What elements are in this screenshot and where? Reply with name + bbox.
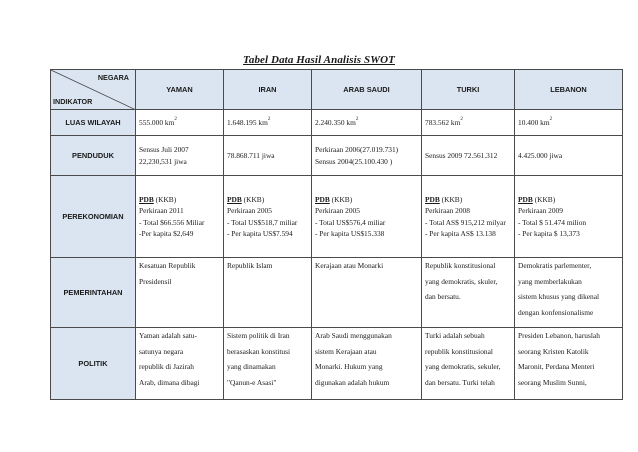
- cell-ekonomi-yaman: PDB (KKB) Perkiraan 2011 - Total $66.556 Miliar -Per kapita $2,649: [136, 176, 224, 258]
- cell-ekonomi-lebanon: PDB (KKB) Perkiraan 2009 - Total $ 51.474 milion - Per kapita $ 13,373: [515, 176, 623, 258]
- cell-politik-lebanon: Presiden Lebanon, haruslah seorang Kristen Katolik Maronit, Perdana Menteri seorang Muslim Sunni,: [515, 328, 623, 400]
- row-perekonomian: [51, 176, 623, 258]
- table-title: Tabel Data Hasil Analisis SWOT: [243, 54, 395, 66]
- cell-luas-yaman: 555.000 $km^2$: [136, 110, 224, 136]
- row-luas-wilayah: [51, 110, 623, 136]
- cell-penduduk-lebanon: 4.425.000 jiwa: [515, 136, 623, 176]
- cell-politik-arab-saudi: Arab Saudi menggunakan sistem Kerajaan atau Monarki. Hukum yang digunakan adalah hukum: [312, 328, 422, 400]
- country-header-lebanon: LEBANON: [515, 70, 623, 110]
- cell-politik-yaman: Yaman adalah satu- satunya negara republik di Jazirah Arab, dimana dibagi: [136, 328, 224, 400]
- country-header-iran: IRAN: [224, 70, 312, 110]
- negara-label: NEGARA: [97, 73, 129, 82]
- row-label-luas: LUAS WILAYAH: [51, 110, 136, 136]
- cell-ekonomi-turki: PDB (KKB) Perkiraan 2008 - Total AS$ 915,212 milyar - Per kapita AS$ 13.138: [422, 176, 515, 258]
- cell-penduduk-turki: Sensus 2009 72.561.312: [422, 136, 515, 176]
- row-label-politik: POLITIK: [51, 328, 136, 400]
- cell-luas-turki: 783.562 $km^2$: [422, 110, 515, 136]
- cell-luas-arab-saudi: 2.240.350 $km^2$: [312, 110, 422, 136]
- corner-cell: [51, 70, 136, 110]
- row-politik: [51, 328, 623, 400]
- swot-table: [50, 69, 623, 400]
- cell-pemerintahan-yaman: Kesatuan Republik Presidensil: [136, 258, 224, 328]
- country-header-arab-saudi: ARAB SAUDI: [312, 70, 422, 110]
- row-label-pemerintahan: PEMERINTAHAN: [51, 258, 136, 328]
- header-row: [51, 70, 623, 110]
- row-pemerintahan: [51, 258, 623, 328]
- cell-penduduk-iran: 78.868.711 jiwa: [224, 136, 312, 176]
- indikator-label: INDIKATOR: [53, 96, 93, 106]
- cell-luas-iran: 1.648.195 $km^2$: [224, 110, 312, 136]
- row-label-perekonomian: PEREKONOMIAN: [51, 176, 136, 258]
- cell-pemerintahan-arab-saudi: Kerajaan atau Monarki: [312, 258, 422, 328]
- country-header-yaman: YAMAN: [136, 70, 224, 110]
- row-penduduk: [51, 136, 623, 176]
- row-label-penduduk: PENDUDUK: [51, 136, 136, 176]
- cell-penduduk-yaman: Sensus Juli 2007 22,230,531 jiwa: [136, 136, 224, 176]
- cell-ekonomi-arab-saudi: PDB (KKB) Perkiraan 2005 - Total US$576,4 miliar - Per kapita US$15.338: [312, 176, 422, 258]
- cell-pemerintahan-turki: Republik konstitusional yang demokratis, skuler, dan bersatu.: [422, 258, 515, 328]
- country-header-turki: TURKI: [422, 70, 515, 110]
- cell-penduduk-arab-saudi: Perkiraan 2006(27.019.731) Sensus 2004(25.100.430 ): [312, 136, 422, 176]
- cell-politik-iran: Sistem politik di Iran berasaskan konstitusi yang dinamakan "Qanun-e Asasi": [224, 328, 312, 400]
- cell-luas-lebanon: 10.400 $km^2$: [515, 110, 623, 136]
- cell-politik-turki: Turki adalah sebuah republik konstitusional yang demokratis, sekuler, dan bersatu. Turki telah: [422, 328, 515, 400]
- cell-ekonomi-iran: PDB (KKB) Perkiraan 2005 - Total US$518,7 miliar - Per kapita US$7.594: [224, 176, 312, 258]
- cell-pemerintahan-iran: Republik Islam: [224, 258, 312, 328]
- cell-pemerintahan-lebanon: Demokratis parlementer, yang memberlakukan sistem khusus yang dikenal dengan konfensionalisme: [515, 258, 623, 328]
